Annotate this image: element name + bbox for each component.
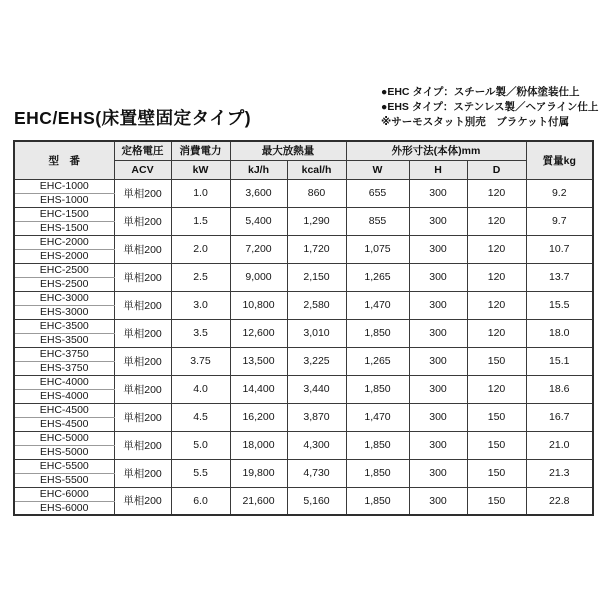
cell-model-ehs: EHS-5000 [14, 445, 114, 459]
cell-dim-d: 120 [467, 263, 526, 291]
cell-model-ehs: EHS-3750 [14, 361, 114, 375]
cell-heat-kjh: 18,000 [230, 431, 287, 459]
cell-dim-h: 300 [409, 375, 467, 403]
cell-dim-h: 300 [409, 291, 467, 319]
cell-heat-kjh: 19,800 [230, 459, 287, 487]
header-dim-w: W [346, 160, 409, 179]
cell-weight-kg: 15.5 [526, 291, 593, 319]
cell-dim-h: 300 [409, 263, 467, 291]
cell-heat-kjh: 9,000 [230, 263, 287, 291]
cell-dim-w: 655 [346, 179, 409, 207]
cell-power-kw: 3.0 [171, 291, 230, 319]
cell-heat-kjh: 7,200 [230, 235, 287, 263]
cell-dim-d: 150 [467, 403, 526, 431]
table-row-ehc [14, 235, 593, 249]
cell-voltage: 単相200 [114, 403, 171, 431]
header-weight: 質量kg [526, 141, 593, 179]
cell-model-ehs: EHS-4000 [14, 389, 114, 403]
cell-power-kw: 4.0 [171, 375, 230, 403]
header-heat-unit-kcal: kcal/h [287, 160, 346, 179]
cell-dim-w: 1,850 [346, 375, 409, 403]
cell-dim-w: 1,850 [346, 487, 409, 515]
table-row-ehc [14, 263, 593, 277]
header-dim-d: D [467, 160, 526, 179]
cell-heat-kcalh: 4,730 [287, 459, 346, 487]
cell-dim-d: 120 [467, 319, 526, 347]
cell-heat-kjh: 21,600 [230, 487, 287, 515]
cell-dim-d: 120 [467, 207, 526, 235]
cell-model-ehc: EHC-2500 [14, 263, 114, 277]
cell-weight-kg: 13.7 [526, 263, 593, 291]
cell-power-kw: 2.5 [171, 263, 230, 291]
header-power-unit: kW [171, 160, 230, 179]
header-model: 型 番 [14, 141, 114, 179]
cell-voltage: 単相200 [114, 375, 171, 403]
cell-dim-h: 300 [409, 207, 467, 235]
cell-weight-kg: 21.0 [526, 431, 593, 459]
spec-table-body [14, 179, 593, 515]
cell-power-kw: 4.5 [171, 403, 230, 431]
cell-model-ehc: EHC-3750 [14, 347, 114, 361]
type-notes [381, 85, 599, 130]
cell-heat-kjh: 3,600 [230, 179, 287, 207]
cell-dim-d: 150 [467, 431, 526, 459]
cell-model-ehs: EHS-6000 [14, 501, 114, 515]
header-voltage-unit: ACV [114, 160, 171, 179]
table-row-ehc [14, 487, 593, 501]
cell-power-kw: 5.0 [171, 431, 230, 459]
cell-model-ehs: EHS-2000 [14, 249, 114, 263]
cell-weight-kg: 15.1 [526, 347, 593, 375]
table-row-ehc [14, 403, 593, 417]
cell-weight-kg: 9.2 [526, 179, 593, 207]
cell-dim-w: 1,850 [346, 319, 409, 347]
cell-voltage: 単相200 [114, 291, 171, 319]
cell-power-kw: 1.5 [171, 207, 230, 235]
cell-power-kw: 2.0 [171, 235, 230, 263]
cell-power-kw: 3.75 [171, 347, 230, 375]
cell-weight-kg: 21.3 [526, 459, 593, 487]
cell-dim-h: 300 [409, 347, 467, 375]
cell-weight-kg: 10.7 [526, 235, 593, 263]
cell-heat-kcalh: 3,010 [287, 319, 346, 347]
cell-heat-kcalh: 3,225 [287, 347, 346, 375]
cell-heat-kjh: 5,400 [230, 207, 287, 235]
cell-dim-h: 300 [409, 431, 467, 459]
cell-power-kw: 3.5 [171, 319, 230, 347]
cell-power-kw: 5.5 [171, 459, 230, 487]
cell-weight-kg: 18.0 [526, 319, 593, 347]
cell-dim-w: 1,470 [346, 403, 409, 431]
cell-dim-h: 300 [409, 403, 467, 431]
cell-voltage: 単相200 [114, 263, 171, 291]
cell-model-ehc: EHC-5000 [14, 431, 114, 445]
header-heat-title: 最大放熱量 [230, 141, 346, 160]
cell-heat-kcalh: 860 [287, 179, 346, 207]
cell-heat-kjh: 14,400 [230, 375, 287, 403]
cell-voltage: 単相200 [114, 347, 171, 375]
cell-heat-kjh: 10,800 [230, 291, 287, 319]
cell-model-ehs: EHS-5500 [14, 473, 114, 487]
page-title: EHC/EHS(床置壁固定タイプ) [14, 108, 252, 128]
cell-dim-h: 300 [409, 235, 467, 263]
cell-dim-w: 1,850 [346, 431, 409, 459]
table-row-ehc [14, 431, 593, 445]
cell-weight-kg: 16.7 [526, 403, 593, 431]
cell-voltage: 単相200 [114, 179, 171, 207]
cell-dim-d: 120 [467, 375, 526, 403]
cell-heat-kcalh: 4,300 [287, 431, 346, 459]
spec-table-header [14, 141, 593, 179]
cell-power-kw: 6.0 [171, 487, 230, 515]
table-row-ehc [14, 179, 593, 193]
header-dims-title: 外形寸法(本体)mm [346, 141, 526, 160]
cell-heat-kjh: 16,200 [230, 403, 287, 431]
cell-dim-w: 1,265 [346, 263, 409, 291]
table-row-ehc [14, 375, 593, 389]
cell-model-ehc: EHC-4500 [14, 403, 114, 417]
table-row-ehc [14, 207, 593, 221]
cell-weight-kg: 9.7 [526, 207, 593, 235]
cell-model-ehs: EHS-3500 [14, 333, 114, 347]
cell-heat-kcalh: 2,580 [287, 291, 346, 319]
cell-weight-kg: 22.8 [526, 487, 593, 515]
cell-heat-kcalh: 3,870 [287, 403, 346, 431]
spec-table [13, 140, 594, 516]
cell-dim-d: 150 [467, 459, 526, 487]
cell-dim-d: 150 [467, 487, 526, 515]
cell-dim-w: 855 [346, 207, 409, 235]
cell-dim-h: 300 [409, 179, 467, 207]
cell-dim-h: 300 [409, 319, 467, 347]
note-thermostat: ※サーモスタット別売 ブラケット付属 [381, 116, 570, 128]
cell-model-ehc: EHC-1500 [14, 207, 114, 221]
cell-model-ehc: EHC-3000 [14, 291, 114, 305]
cell-dim-d: 150 [467, 347, 526, 375]
cell-voltage: 単相200 [114, 459, 171, 487]
cell-model-ehs: EHS-4500 [14, 417, 114, 431]
note-ehc-type: ●EHC タイプ：スチール製／粉体塗装仕上 [381, 86, 580, 98]
cell-dim-h: 300 [409, 459, 467, 487]
cell-model-ehs: EHS-2500 [14, 277, 114, 291]
cell-voltage: 単相200 [114, 319, 171, 347]
cell-model-ehs: EHS-1000 [14, 193, 114, 207]
cell-voltage: 単相200 [114, 235, 171, 263]
cell-weight-kg: 18.6 [526, 375, 593, 403]
header-power-title: 消費電力 [171, 141, 230, 160]
cell-heat-kcalh: 1,290 [287, 207, 346, 235]
header-row-1 [14, 141, 593, 160]
header-heat-unit-kj: kJ/h [230, 160, 287, 179]
table-row-ehc [14, 291, 593, 305]
table-row-ehc [14, 347, 593, 361]
cell-dim-d: 120 [467, 291, 526, 319]
note-ehs-type: ●EHS タイプ：ステンレス製／ヘアライン仕上 [381, 101, 599, 113]
cell-model-ehc: EHC-2000 [14, 235, 114, 249]
cell-voltage: 単相200 [114, 207, 171, 235]
cell-model-ehc: EHC-6000 [14, 487, 114, 501]
cell-model-ehc: EHC-3500 [14, 319, 114, 333]
cell-model-ehs: EHS-3000 [14, 305, 114, 319]
cell-heat-kjh: 12,600 [230, 319, 287, 347]
cell-power-kw: 1.0 [171, 179, 230, 207]
cell-heat-kcalh: 5,160 [287, 487, 346, 515]
cell-dim-d: 120 [467, 179, 526, 207]
cell-dim-w: 1,470 [346, 291, 409, 319]
cell-dim-w: 1,265 [346, 347, 409, 375]
cell-dim-h: 300 [409, 487, 467, 515]
cell-model-ehc: EHC-4000 [14, 375, 114, 389]
table-row-ehc [14, 459, 593, 473]
table-row-ehc [14, 319, 593, 333]
cell-heat-kcalh: 2,150 [287, 263, 346, 291]
header-dim-h: H [409, 160, 467, 179]
cell-model-ehs: EHS-1500 [14, 221, 114, 235]
cell-heat-kcalh: 1,720 [287, 235, 346, 263]
cell-dim-d: 120 [467, 235, 526, 263]
cell-voltage: 単相200 [114, 487, 171, 515]
cell-voltage: 単相200 [114, 431, 171, 459]
cell-model-ehc: EHC-1000 [14, 179, 114, 193]
cell-model-ehc: EHC-5500 [14, 459, 114, 473]
cell-heat-kjh: 13,500 [230, 347, 287, 375]
cell-dim-w: 1,850 [346, 459, 409, 487]
cell-dim-w: 1,075 [346, 235, 409, 263]
header-voltage-title: 定格電圧 [114, 141, 171, 160]
cell-heat-kcalh: 3,440 [287, 375, 346, 403]
